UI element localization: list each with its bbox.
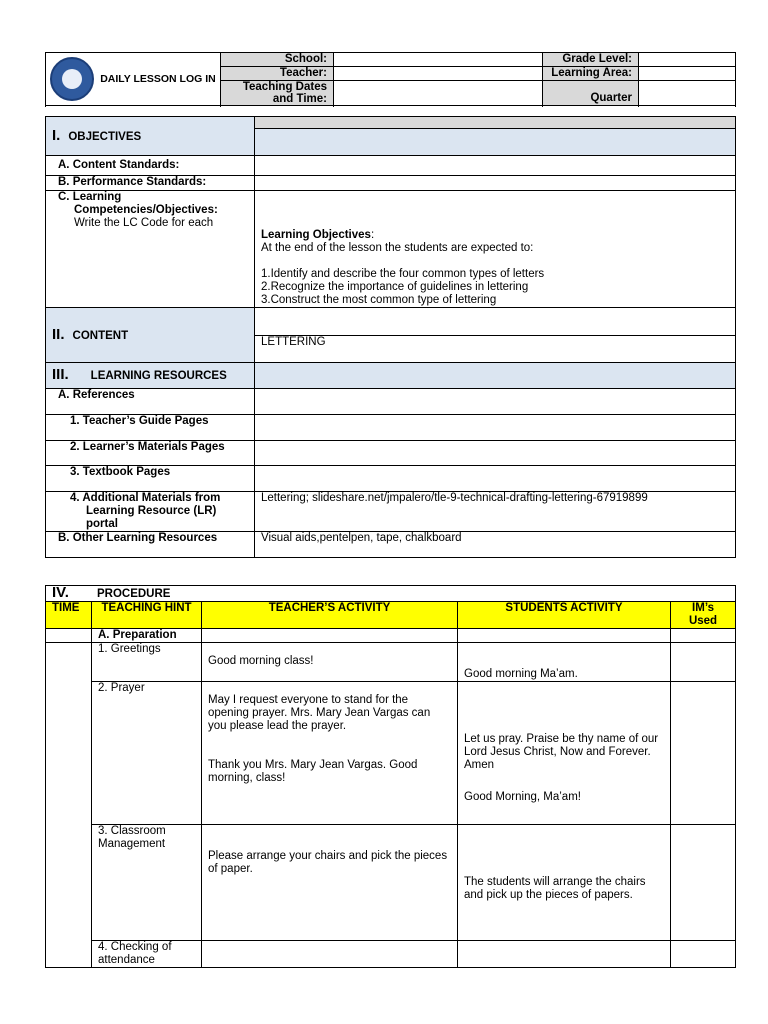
teacher-value bbox=[334, 67, 543, 81]
grade-level-value bbox=[639, 53, 736, 67]
procedure-numeral: IV. bbox=[52, 584, 69, 601]
col-students-activity-header: STUDENTS ACTIVITY bbox=[458, 602, 671, 629]
classroom-management-students: The students will arrange the chairs and pick up the pieces of papers. bbox=[458, 825, 671, 941]
competencies-label: C. Learning Competencies/Objectives: bbox=[58, 191, 218, 216]
prayer-teacher-thanks: Thank you Mrs. Mary Jean Vargas. Good morning, class! bbox=[208, 759, 418, 784]
quarter-value bbox=[639, 81, 736, 106]
content-numeral: II. bbox=[52, 325, 65, 343]
learning-area-value bbox=[639, 67, 736, 81]
resources-heading: LEARNING RESOURCES bbox=[90, 370, 227, 382]
greetings-teacher: Good morning class! bbox=[202, 643, 458, 682]
learning-objective-item: 3.Construct the most common type of lettering bbox=[261, 294, 497, 306]
other-resources-label: B. Other Learning Resources bbox=[46, 532, 255, 558]
preparation-label: A. Preparation bbox=[92, 629, 202, 643]
prayer-students-greeting: Good Morning, Ma’am! bbox=[464, 791, 581, 803]
log-title: DAILY LESSON LOG IN bbox=[100, 73, 216, 86]
teacher-label: Teacher: bbox=[221, 67, 334, 81]
objectives-numeral: I. bbox=[52, 126, 61, 144]
greetings-hint: 1. Greetings bbox=[92, 643, 202, 682]
content-standards-label: A. Content Standards: bbox=[46, 156, 255, 176]
competencies-cell bbox=[46, 191, 255, 308]
content-heading-cell bbox=[46, 308, 255, 363]
teachers-guide-label: 1. Teacher’s Guide Pages bbox=[46, 415, 255, 441]
classroom-management-teacher: Please arrange your chairs and pick the pieces of paper. bbox=[202, 825, 458, 941]
content-standards-value bbox=[255, 156, 736, 176]
prayer-teacher-request: May I request everyone to stand for the opening prayer. Mrs. Mary Jean Vargas can you please lead the prayer. bbox=[208, 694, 431, 732]
performance-standards-value bbox=[255, 176, 736, 191]
school-value bbox=[334, 53, 543, 67]
performance-standards-label: B. Performance Standards: bbox=[46, 176, 255, 191]
learning-objective-item: 2.Recognize the importance of guidelines in lettering bbox=[261, 281, 529, 293]
learning-objective-item: 1.Identify and describe the four common types of letters bbox=[261, 268, 545, 280]
col-time-header: TIME bbox=[46, 602, 92, 629]
other-resources-value: Visual aids,pentelpen, tape, chalkboard bbox=[255, 532, 736, 558]
col-teacher-activity-header: TEACHER’S ACTIVITY bbox=[202, 602, 458, 629]
learners-materials-value bbox=[255, 441, 736, 466]
objectives-header-right bbox=[255, 117, 736, 156]
procedure-heading-cell bbox=[46, 586, 736, 602]
additional-materials-value: Lettering; slideshare.net/jmpalero/tle-9-technical-drafting-lettering-67919899 bbox=[255, 492, 736, 532]
content-value: LETTERING bbox=[261, 336, 326, 348]
content-value-cell bbox=[255, 308, 736, 363]
school-label: School: bbox=[221, 53, 334, 67]
prayer-hint: 2. Prayer bbox=[92, 682, 202, 825]
header-table bbox=[45, 52, 736, 106]
learning-objectives-intro: At the end of the lesson the students are expected to: bbox=[261, 242, 534, 254]
resources-heading-right bbox=[255, 363, 736, 389]
textbook-value bbox=[255, 466, 736, 492]
col-teaching-hint-header: TEACHING HINT bbox=[92, 602, 202, 629]
header-logo-cell bbox=[46, 53, 221, 106]
objectives-heading: OBJECTIVES bbox=[68, 130, 142, 143]
competencies-note: Write the LC Code for each bbox=[74, 217, 214, 229]
quarter-label: Quarter bbox=[543, 81, 639, 106]
learning-objectives-title: Learning Objectives bbox=[261, 229, 371, 241]
teaching-dates-value bbox=[334, 81, 543, 106]
teachers-guide-value bbox=[255, 415, 736, 441]
prayer-teacher-cell bbox=[202, 682, 458, 825]
resources-numeral: III. bbox=[52, 366, 69, 383]
additional-materials-label: 4. Additional Materials from Learning Resource (LR) portal bbox=[70, 492, 221, 530]
references-value bbox=[255, 389, 736, 415]
checking-attendance-hint: 4. Checking of attendance bbox=[92, 941, 202, 968]
procedure-heading: PROCEDURE bbox=[96, 588, 171, 600]
content-heading: CONTENT bbox=[72, 329, 129, 342]
procedure-table bbox=[45, 585, 736, 968]
resources-heading-cell bbox=[46, 363, 255, 389]
classroom-management-hint: 3. Classroom Management bbox=[92, 825, 202, 941]
greetings-students: Good morning Ma’am. bbox=[458, 643, 671, 682]
textbook-label: 3. Textbook Pages bbox=[46, 466, 255, 492]
teaching-dates-label: Teaching Dates and Time: bbox=[221, 81, 334, 106]
prayer-students-cell bbox=[458, 682, 671, 825]
time-cell bbox=[46, 643, 92, 968]
deped-seal-icon bbox=[50, 57, 94, 101]
additional-materials-cell bbox=[46, 492, 255, 532]
references-label: A. References bbox=[46, 389, 255, 415]
learners-materials-label: 2. Learner’s Materials Pages bbox=[46, 441, 255, 466]
col-ims-used-header: IM’s Used bbox=[671, 602, 736, 629]
lesson-table bbox=[45, 116, 736, 558]
grade-level-label: Grade Level: bbox=[543, 53, 639, 67]
prayer-students-prayer: Let us pray. Praise be thy name of our Lord Jesus Christ, Now and Forever. Amen bbox=[464, 733, 659, 771]
learning-objectives-cell: Learning Objectives: At the end of the lesson the students are expected to: 1.Identify and describe the four common types of letters 2.Recognize the importance of guidelines in lettering 3.Construct the most common type of lettering bbox=[255, 191, 736, 308]
learning-area-label: Learning Area: bbox=[543, 67, 639, 81]
objectives-heading-cell bbox=[46, 117, 255, 156]
